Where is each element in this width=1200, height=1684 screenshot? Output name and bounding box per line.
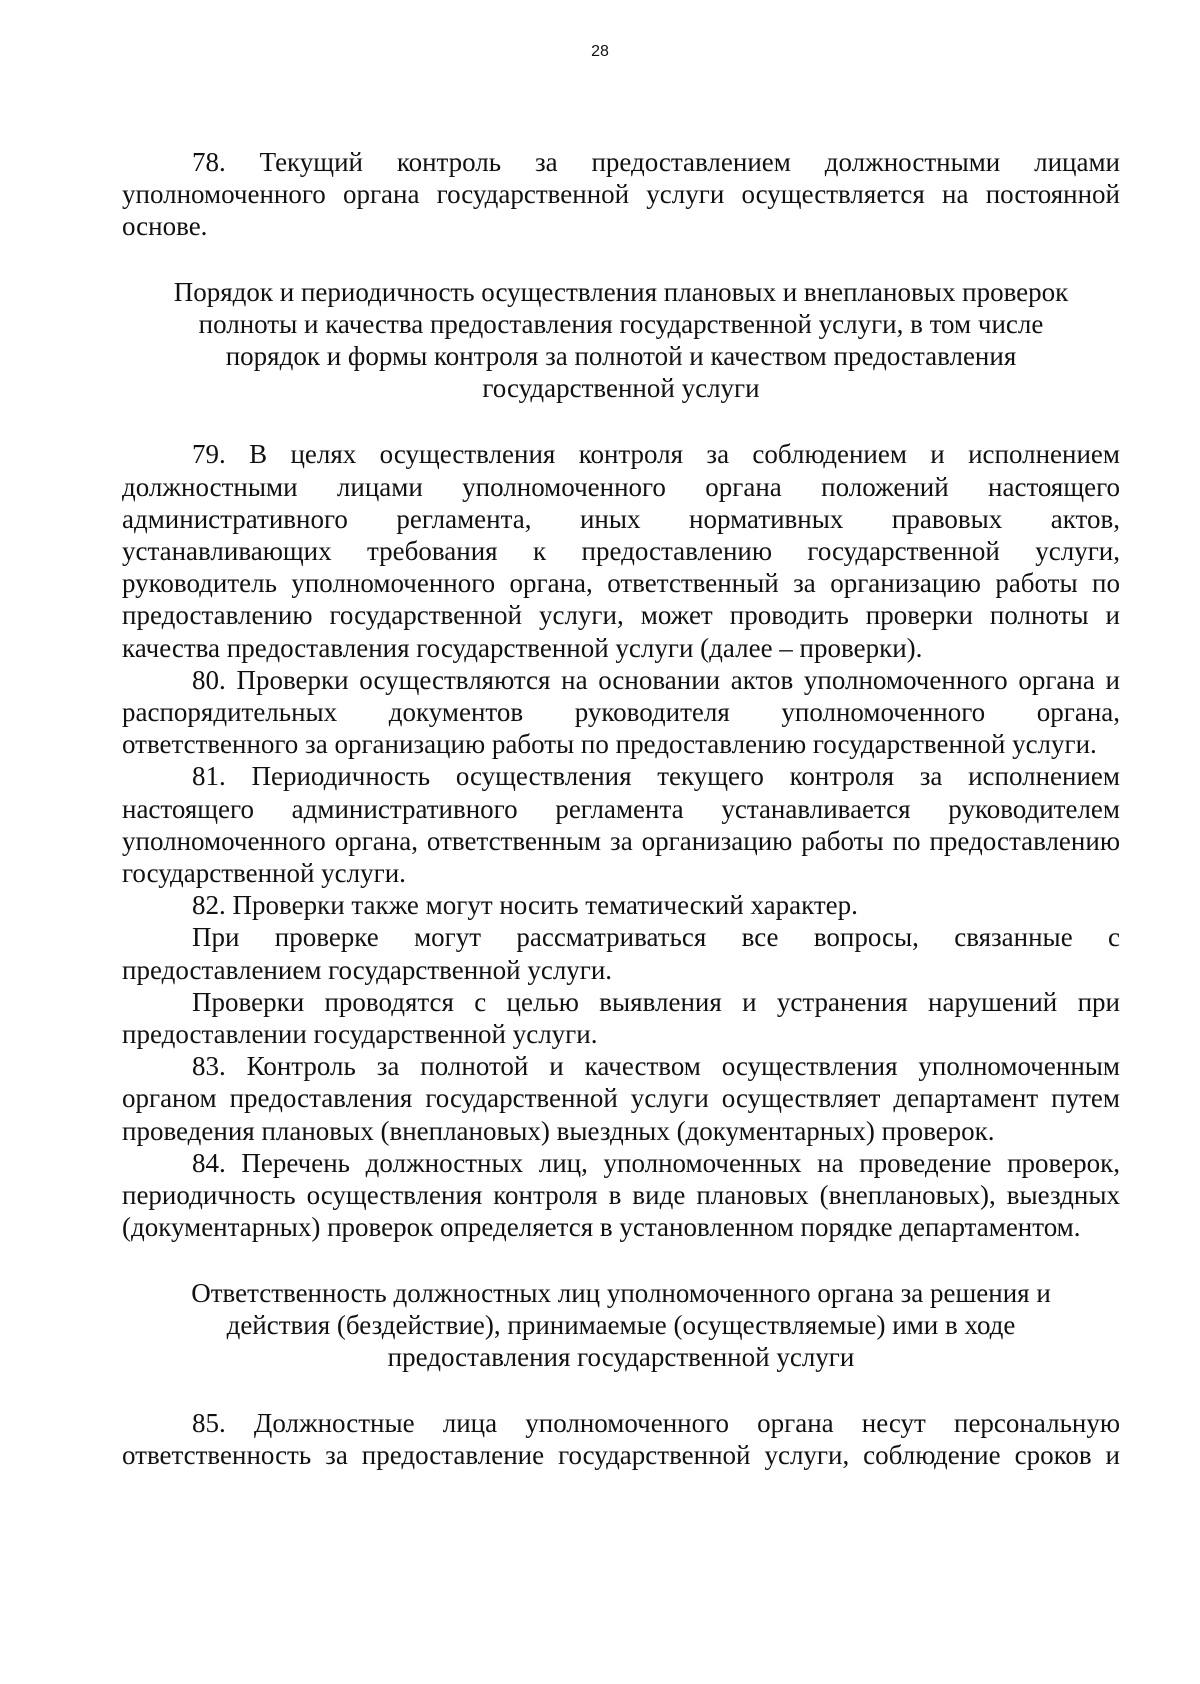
paragraph-83: 83. Контроль за полнотой и качеством осуществления уполномоченным органом предоставления государственной услуги осуществляет департамент путем проведения плановых (внеплановых) выездных (документарных) проверок. xyxy=(122,1051,1120,1146)
spacer xyxy=(122,1373,1120,1407)
paragraph-78: 78. Текущий контроль за предоставлением должностными лицами уполномоченного органа государственной услуги осуществляется на постоянной основе. xyxy=(122,147,1120,242)
paragraph-82-note-2: Проверки проводятся с целью выявления и устранения нарушений при предоставлении государственной услуги. xyxy=(122,986,1120,1050)
paragraph-84: 84. Перечень должностных лиц, уполномоченных на проведение проверок, периодичность осуществления контроля в виде плановых (внеплановых), выездных (документарных) проверок определяется в установленном порядке департаментом. xyxy=(122,1147,1120,1243)
paragraph-80: 80. Проверки осуществляются на основании актов уполномоченного органа и распорядительных документов руководителя уполномоченного органа, ответственного за организацию работы по предоставлению государственной услуги. xyxy=(122,664,1120,760)
spacer xyxy=(122,1244,1120,1277)
spacer xyxy=(122,404,1120,438)
spacer xyxy=(122,243,1120,276)
page-number: 28 xyxy=(591,43,609,60)
document-body xyxy=(122,146,1120,1472)
paragraph-85: 85. Должностные лица уполномоченного органа несут персональную ответственность за предоставление государственной услуги, соблюдение сроков и xyxy=(122,1408,1120,1471)
paragraph-81: 81. Периодичность осуществления текущего контроля за исполнением настоящего административного регламента устанавливается руководителем уполномоченного органа, ответственным за организацию работы по предоставлению государственной услуги. xyxy=(122,761,1120,889)
section-heading-control: Порядок и периодичность осуществления плановых и внеплановых проверок полноты и качества предоставления государственной услуги, в том числе порядок и формы контроля за полнотой и качеством предоставления государственной услуги xyxy=(173,276,1069,404)
paragraph-82-note-1: При проверке могут рассматриваться все вопросы, связанные с предоставлением государственной услуги. xyxy=(122,922,1120,985)
paragraph-79: 79. В целях осуществления контроля за соблюдением и исполнением должностными лицами уполномоченного органа положений настоящего административного регламента, иных нормативных правовых актов, устанавливающих требования к предоставлению государственной услуги, руководитель уполномоченного органа, ответственный за организацию работы по предоставлению государственной услуги, может проводить проверки полноты и качества предоставления государственной услуги (далее – проверки). xyxy=(122,439,1120,663)
paragraph-82: 82. Проверки также могут носить тематический характер. xyxy=(192,890,858,921)
section-heading-responsibility: Ответственность должностных лиц уполномоченного органа за решения и действия (бездействие), принимаемые (осуществляемые) ими в ходе предоставления государственной услуги xyxy=(191,1277,1051,1372)
